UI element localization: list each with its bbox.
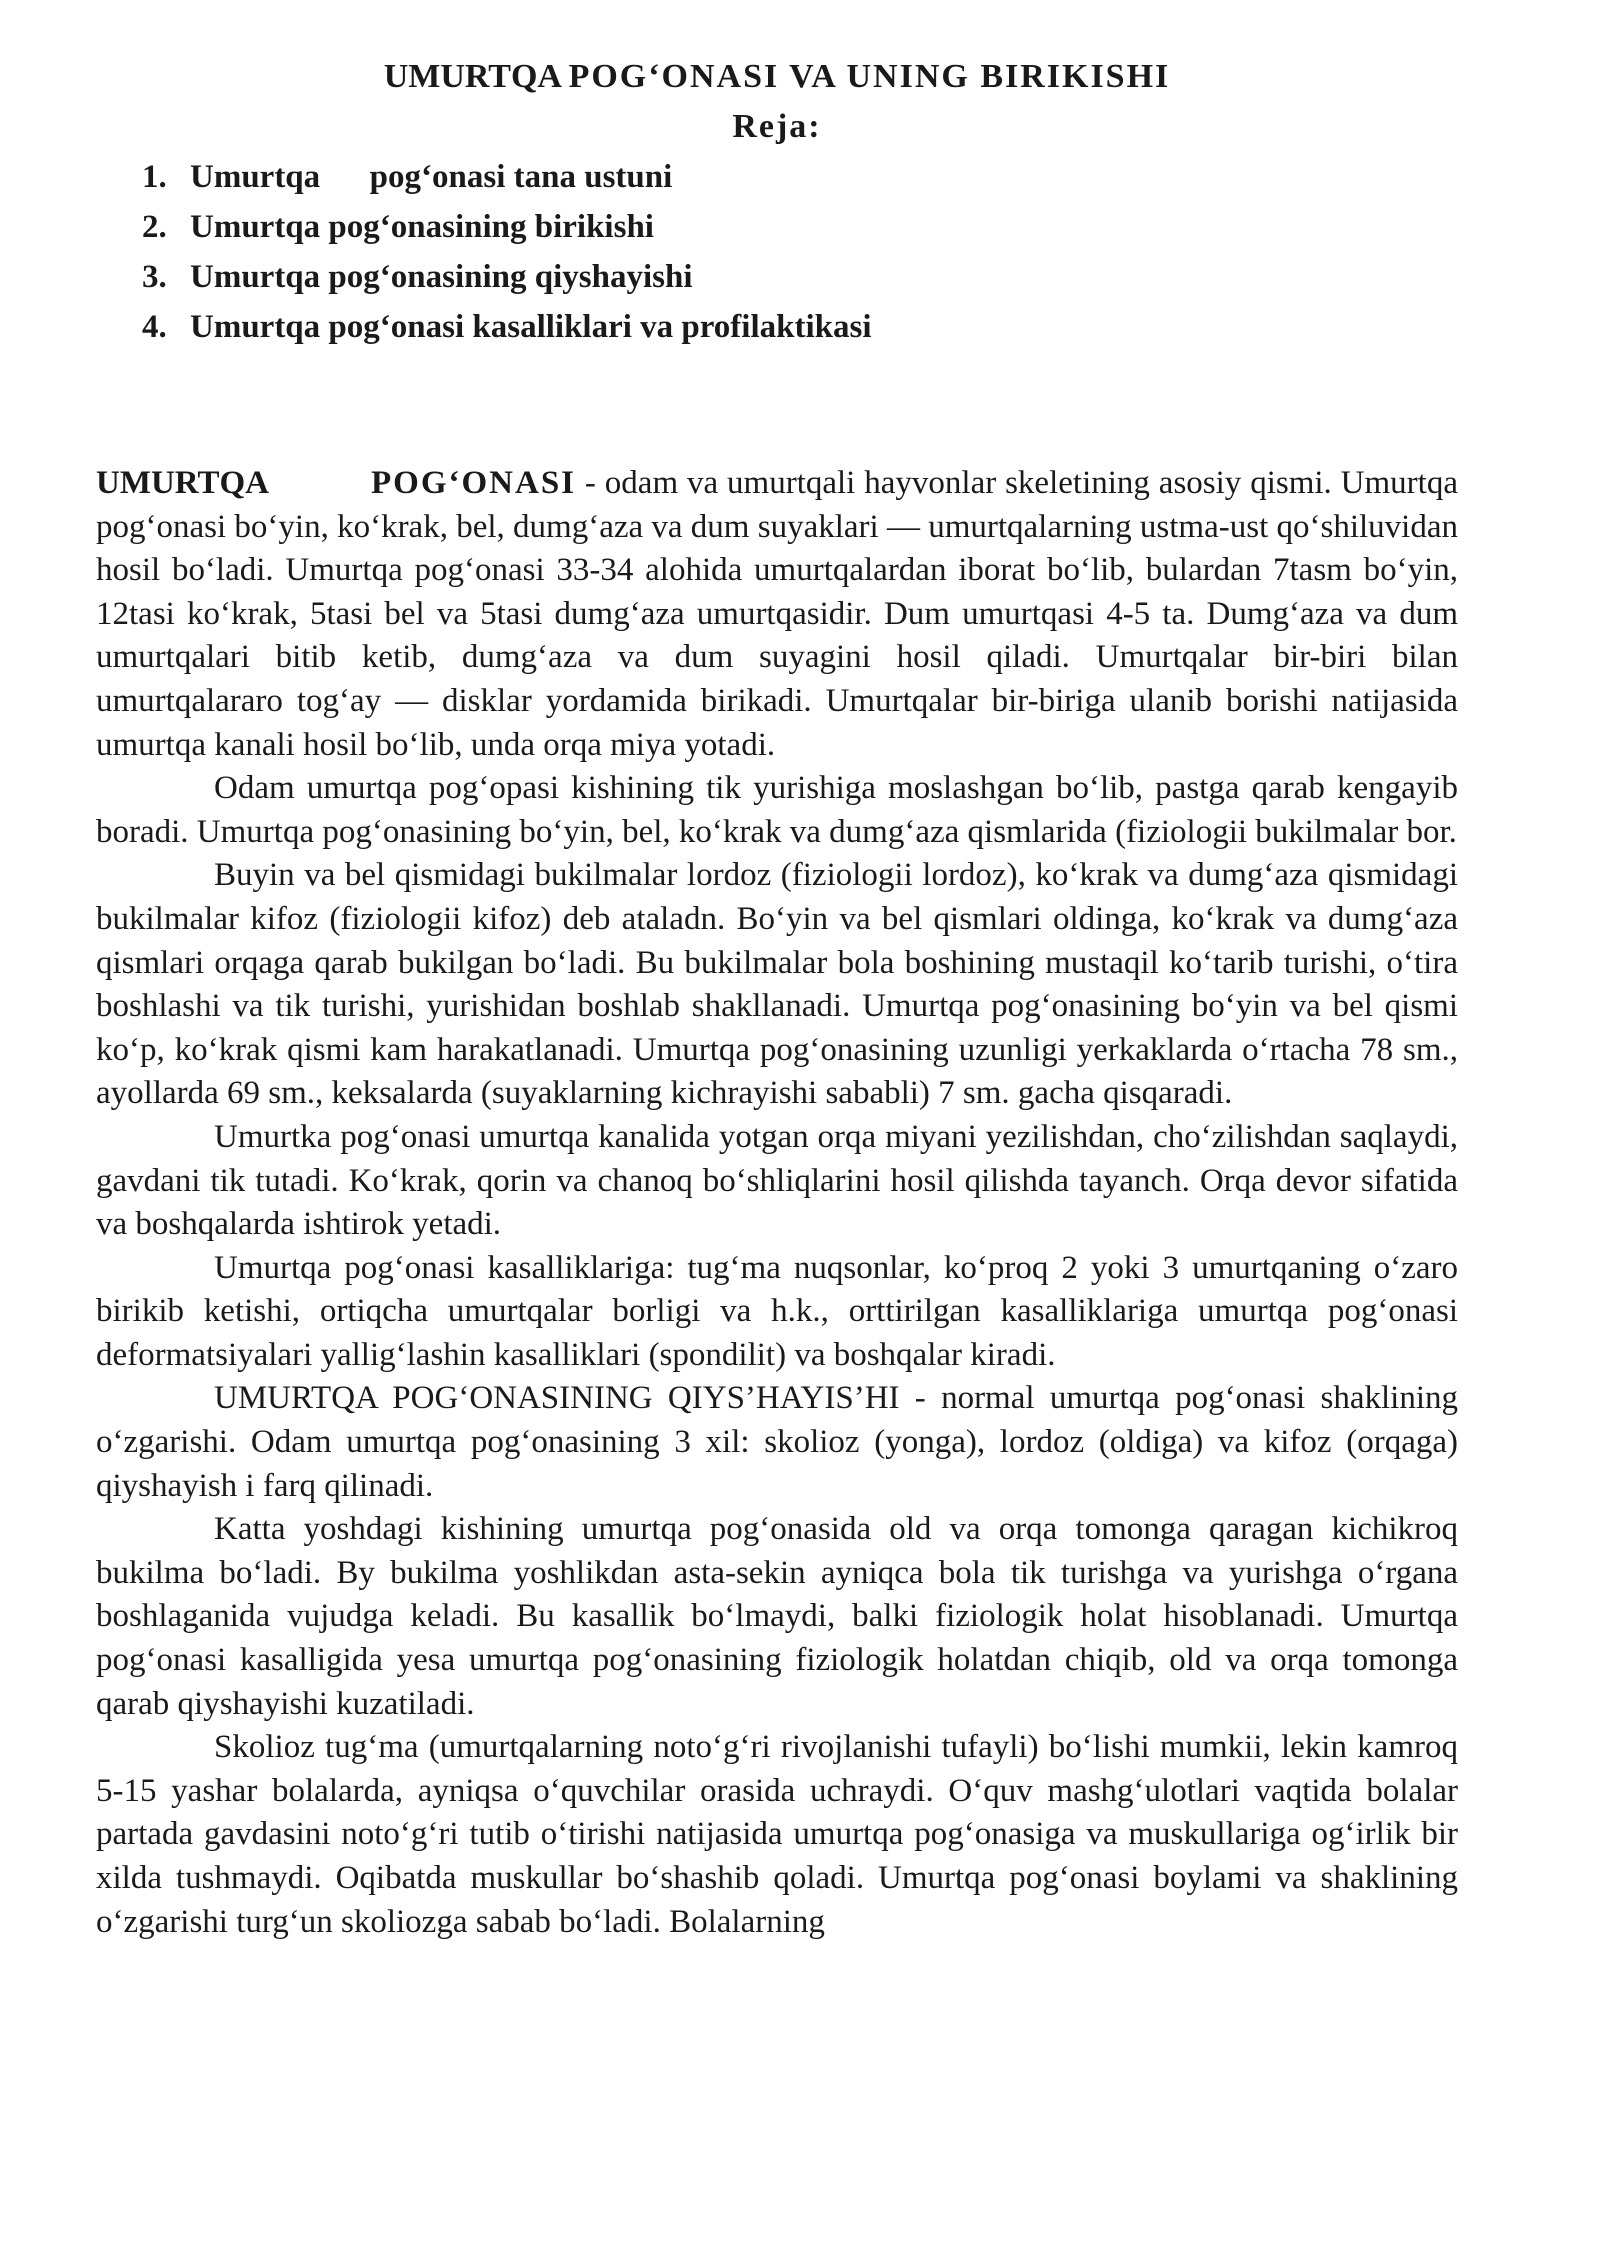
lead-term-word-1: UMURTQA	[96, 465, 269, 501]
document-page	[96, 52, 1458, 1944]
paragraph: Buyin va bel qismidagi bukilmalar lordoz (fiziologii lordoz), ko‘krak va dumg‘aza qismidagi bukilmalar kifoz (fiziologii kifoz) deb ataladn. Bo‘yin va bel qismlari oldinga, ko‘krak va dumg‘aza qismlari orqaga qarab bukilgan bo‘ladi. Bu bukilmalar bola boshining mustaqil ko‘tarib turishi, o‘tira boshlashi va tik turishi, yurishidan boshlab shakllanadi. Umurtqa pog‘onasining bo‘yin va bel qismi ko‘p, ko‘krak qismi kam harakatlanadi. Umurtqa pog‘onasining uzunligi yerkaklarda o‘rtacha 78 sm., ayollarda 69 sm., keksalarda (suyaklarning kichrayishi sababli) 7 sm. gacha qisqaradi.	[96, 857, 1458, 1112]
plan-item	[142, 302, 1458, 352]
plan-item-text: Umurtqa pog‘onasi tana ustuni	[190, 159, 673, 195]
plan-item	[142, 202, 1458, 252]
lead-term	[96, 465, 576, 501]
paragraph: Skolioz tug‘ma (umurtqalarning noto‘g‘ri rivojlanishi tufayli) bo‘lishi mumkii, lekin kamroq 5-15 yashar bolalarda, ayniqsa o‘quvchilar orasida uchraydi. O‘quv mashg‘ulotlari vaqtida bolalar partada gavdasini noto‘g‘ri tutib o‘tirishi natijasida umurtqa pog‘onasiga va muskullariga og‘irlik bir xilda tushmaydi. Oqibatda muskullar bo‘shashib qoladi. Umurtqa pog‘onasi boylami va shaklining o‘zgarishi turg‘un skoliozga sabab bo‘ladi. Bolalarning	[96, 1729, 1458, 1940]
plan-item-number: 4.	[142, 309, 167, 345]
document-body	[96, 462, 1458, 1944]
plan-item-number: 3.	[142, 259, 167, 295]
plan-item	[142, 152, 1458, 202]
plan-item-number: 2.	[142, 209, 167, 245]
paragraph: Katta yoshdagi kishining umurtqa pog‘onasida old va orqa tomonga qaragan kichikroq bukilma bo‘ladi. By bukilma yoshlikdan asta-sekin ayniqca bola tik turishga va yurishga o‘rgana boshlaganida vujudga keladi. Bu kasallik bo‘lmaydi, balki fiziologik holat hisoblanadi. Umurtqa pog‘onasi kasalligida yesa umurtqa pog‘onasining fiziologik holatdan chiqib, old va orqa tomonga qarab qiyshayishi kuzatiladi.	[96, 1511, 1458, 1722]
plan-item	[142, 252, 1458, 302]
plan-item-number: 1.	[142, 159, 167, 195]
paragraph: Umurtka pog‘onasi umurtqa kanalida yotgan orqa miyani yezilishdan, cho‘zilishdan saqlaydi, gavdani tik tutadi. Ko‘krak, qorin va chanoq bo‘shliqlarini hosil qilishda tayanch. Orqa devor sifatida va boshqalarda ishtirok yetadi.	[96, 1118, 1458, 1243]
paragraph: Odam umurtqa pog‘opasi kishining tik yurishiga moslashgan bo‘lib, pastga qarab kengayib boradi. Umurtqa pog‘onasining bo‘yin, bel, ko‘krak va dumg‘aza qismlarida (fiziologii bukilmalar bor.	[96, 770, 1458, 850]
title-part-1: UMURTQA	[383, 58, 561, 95]
paragraph: UMURTQA POG‘ONASINING QIYS’HAYIS’HI - normal umurtqa pog‘onasi shaklining o‘zgarishi. Odam umurtqa pog‘onasining 3 xil: skolioz (yonga), lordoz (oldiga) va kifoz (orqaga) qiyshayish i farq qilinadi.	[96, 1380, 1458, 1504]
plan-item-text: Umurtqa pog‘onasi kasalliklari va profilaktikasi	[190, 309, 872, 345]
paragraph-definition	[96, 462, 1458, 767]
plan-item-text: Umurtqa pog‘onasining qiyshayishi	[190, 259, 693, 295]
paragraph: Umurtqa pog‘onasi kasalliklariga: tug‘ma nuqsonlar, ko‘proq 2 yoki 3 umurtqaning o‘zaro birikib ketishi, ortiqcha umurtqalar borligi va h.k., orttirilgan kasalliklariga umurtqa pog‘onasi deformatsiyalari yallig‘lashin kasalliklari (spondilit) va boshqalar kiradi.	[96, 1249, 1458, 1373]
paragraph-text: - odam va umurtqali hayvonlar skeletining asosiy qismi. Umurtqa pog‘onasi bo‘yin, ko‘krak, bel, dumg‘aza va dum suyaklari — umurtqalarning ustma-ust qo‘shiluvidan hosil bo‘ladi. Umurtqa pog‘onasi 33-34 alohida umurtqalardan iborat bo‘lib, bulardan 7tasm bo‘yin, 12tasi ko‘krak, 5tasi bel va 5tasi dumg‘aza umurtqasidir. Dum umurtqasi 4-5 ta. Dumg‘aza va dum umurtqalari bitib ketib, dumg‘aza va dum suyagini hosil qiladi. Umurtqalar bir-biri bilan umurtqalararo tog‘ay — disklar yordamida birikadi. Umurtqalar bir-biriga ulanib borishi natijasida umurtqa kanali hosil bo‘lib, unda orqa miya yotadi.	[96, 465, 1458, 763]
plan-heading: Reja:	[732, 108, 822, 145]
plan-list	[96, 152, 1458, 352]
lead-term-word-2: POG‘ONASI	[371, 465, 577, 501]
title-part-2: POG‘ONASI VA UNING BIRIKISHI	[568, 58, 1171, 95]
document-title	[96, 52, 1458, 102]
plan-item-text: Umurtqa pog‘onasining birikishi	[190, 209, 654, 245]
